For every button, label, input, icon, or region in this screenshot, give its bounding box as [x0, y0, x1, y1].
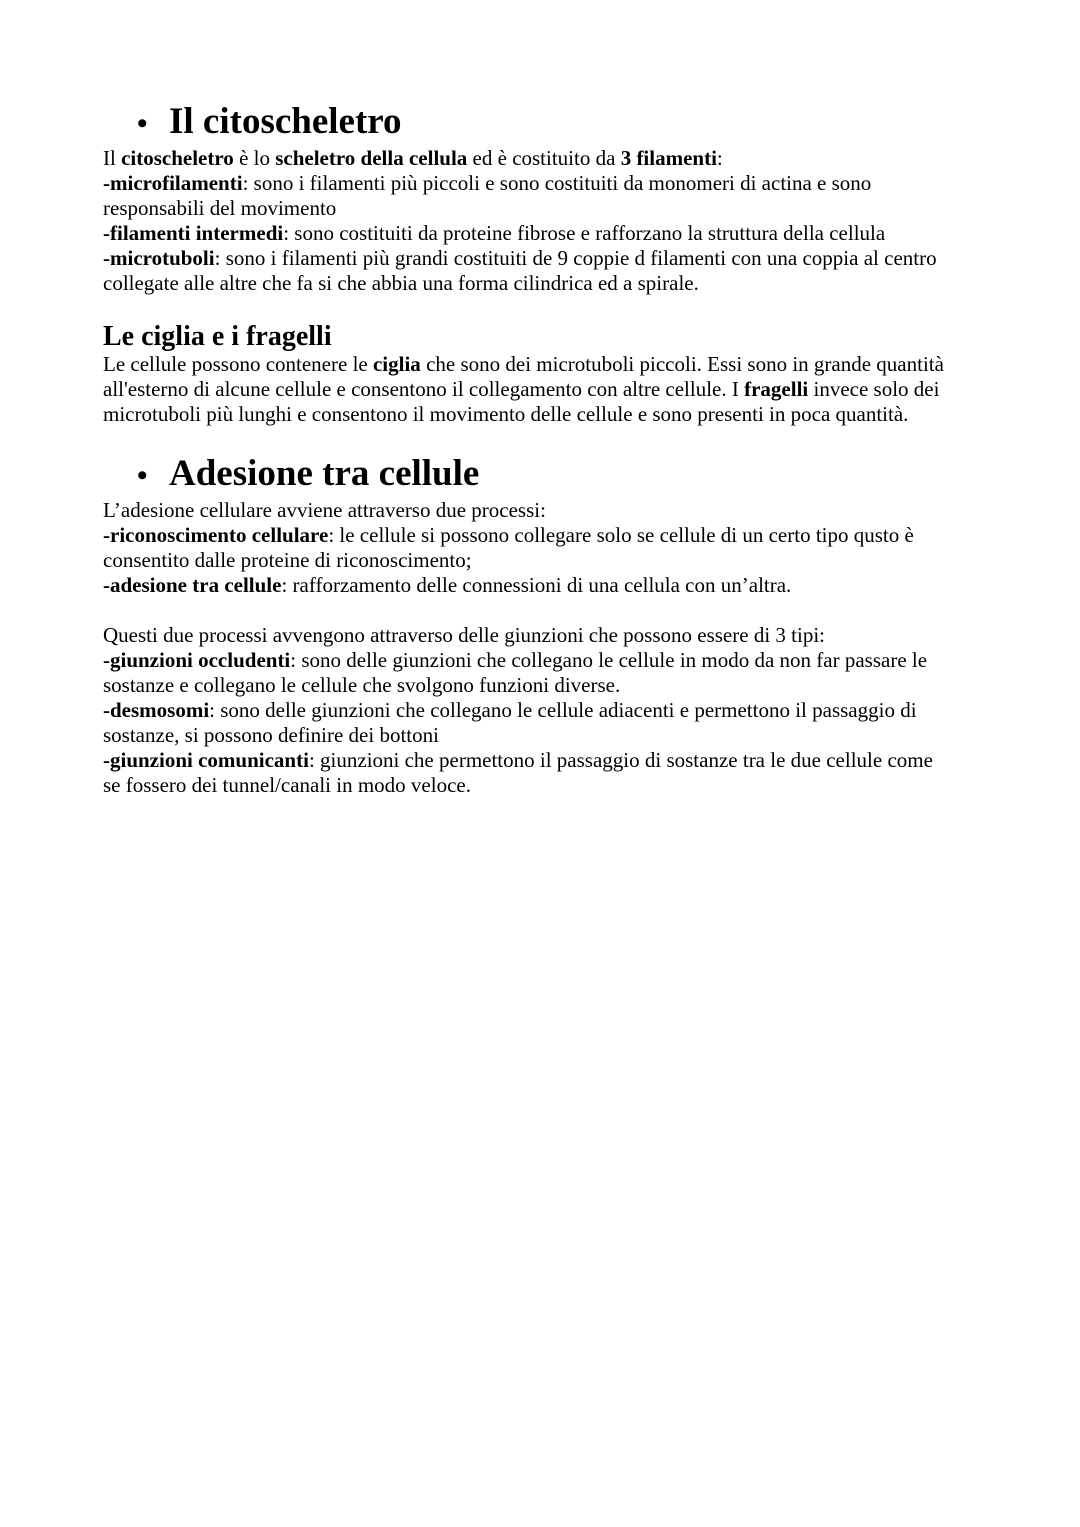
occludenti-item-cont: sostanze e collegano le cellule che svolgono funzioni diverse.: [103, 673, 621, 697]
microtuboli-item-cont: collegate alle altre che fa si che abbia una forma cilindrica ed a spirale.: [103, 271, 699, 295]
adesione-paragraph: [103, 498, 1003, 598]
microfilamenti-item: -microfilamenti: sono i filamenti più piccoli e sono costituiti da monomeri di actina e sono: [103, 171, 872, 195]
desmosomi-item-cont: sostanze, si possono definire dei bottoni: [103, 723, 439, 747]
adesione-intro: L’adesione cellulare avviene attraverso due processi:: [103, 498, 546, 522]
ciglia-paragraph: [103, 352, 1003, 427]
heading-text: Il citoscheletro: [169, 101, 402, 142]
ciglia-line-1: Le cellule possono contenere le ciglia che sono dei microtuboli piccoli. Essi sono in grande quantità: [103, 352, 944, 376]
desmosomi-item: -desmosomi: sono delle giunzioni che collegano le cellule adiacenti e permettono il passaggio di: [103, 698, 917, 722]
occludenti-item: -giunzioni occludenti: sono delle giunzioni che collegano le cellule in modo da non far passare le: [103, 648, 928, 672]
document-page: [103, 100, 1003, 798]
giunzioni-paragraph: [103, 623, 1003, 798]
microfilamenti-item-cont: responsabili del movimento: [103, 196, 337, 220]
citoscheletro-paragraph: [103, 146, 1003, 296]
adesione-item: -adesione tra cellule: rafforzamento delle connessioni di una cellula con un’altra.: [103, 573, 792, 597]
microtuboli-item: -microtuboli: sono i filamenti più grandi costituiti de 9 coppie d filamenti con una coppia al centro: [103, 246, 937, 270]
section-heading-adesione: [103, 452, 1003, 498]
bullet-icon: •: [137, 459, 148, 492]
section-heading-ciglia: Le ciglia e i fragelli: [103, 321, 332, 352]
comunicanti-item: -giunzioni comunicanti: giunzioni che permettono il passaggio di sostanze tra le due cellule come: [103, 748, 933, 772]
riconoscimento-item-cont: consentito dalle proteine di riconoscimento;: [103, 548, 472, 572]
giunzioni-intro: Questi due processi avvengono attraverso delle giunzioni che possono essere di 3 tipi:: [103, 623, 825, 647]
citoscheletro-intro: Il citoscheletro è lo scheletro della cellula ed è costituito da 3 filamenti:: [103, 146, 723, 170]
bullet-icon: •: [137, 107, 148, 140]
intermedi-item: -filamenti intermedi: sono costituiti da proteine fibrose e rafforzano la struttura della cellula: [103, 221, 886, 245]
comunicanti-item-cont: se fossero dei tunnel/canali in modo veloce.: [103, 773, 471, 797]
heading-text: Adesione tra cellule: [169, 453, 480, 494]
riconoscimento-item: -riconoscimento cellulare: le cellule si possono collegare solo se cellule di un certo tipo qusto è: [103, 523, 914, 547]
ciglia-line-3: microtuboli più lunghi e consentono il movimento delle cellule e sono presenti in poca quantità.: [103, 402, 909, 426]
ciglia-line-2: all'esterno di alcune cellule e consentono il collegamento con altre cellule. I fragelli invece solo dei: [103, 377, 940, 401]
section-heading-citoscheletro: [103, 100, 1003, 146]
